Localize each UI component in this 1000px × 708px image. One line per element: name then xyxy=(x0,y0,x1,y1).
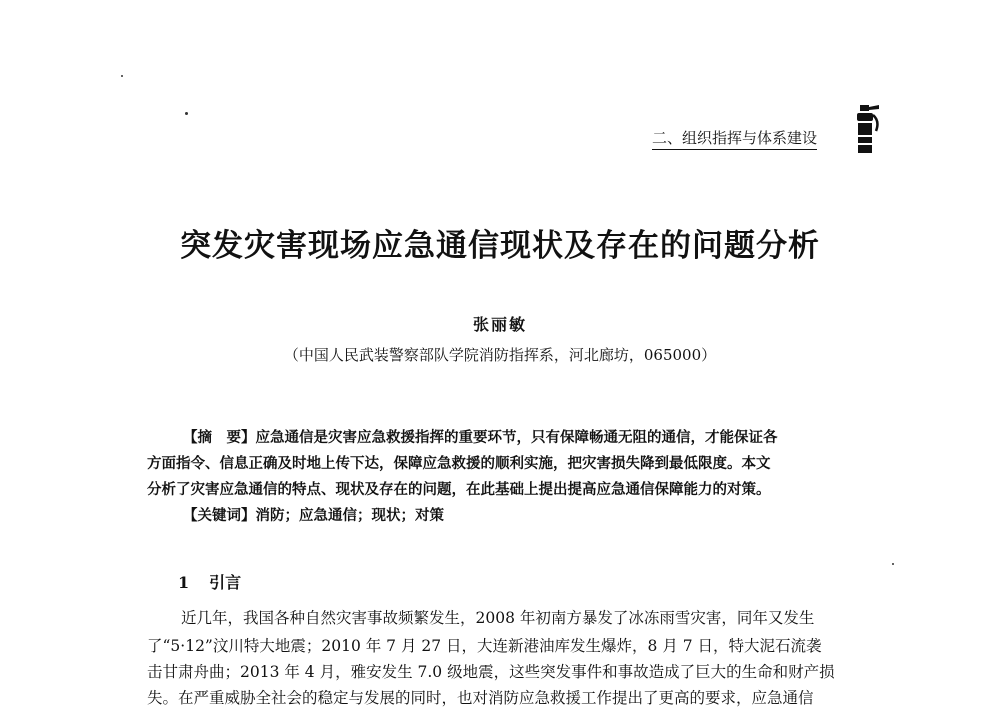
keywords-label: 【关键词】 xyxy=(183,507,256,524)
section-title: 引言 xyxy=(209,573,242,592)
scan-speck xyxy=(121,75,123,77)
fire-extinguisher-logo-icon xyxy=(852,103,882,155)
section-heading xyxy=(178,570,241,593)
abstract-line-2: 方面指令、信息正确及时地上传下达，保障应急救援的顺利实施，把灾害损失降到最低限度。本文 xyxy=(147,455,771,472)
author-name: 张丽敏 xyxy=(472,315,527,334)
running-header: 二、组织指挥与体系建设 xyxy=(652,127,817,150)
scan-speck xyxy=(892,563,894,565)
keywords-line xyxy=(183,504,444,525)
body-line-3: 击甘肃舟曲；2013 年 4 月，雅安发生 7.0 级地震，这些突发事件和事故造成了巨大的生命和财产损 xyxy=(147,663,835,681)
paper-title: 突发灾害现场应急通信现状及存在的问题分析 xyxy=(180,228,820,264)
scan-speck xyxy=(185,112,188,115)
body-line-4: 失。在严重威胁全社会的稳定与发展的同时，也对消防应急救援工作提出了更高的要求，应急通信 xyxy=(147,689,814,707)
author-affiliation: （中国人民武装警察部队学院消防指挥系，河北廊坊，065000） xyxy=(283,346,717,364)
section-number: 1 xyxy=(178,573,190,592)
abstract-line-3: 分析了灾害应急通信的特点、现状及存在的问题，在此基础上提出提高应急通信保障能力的对策。 xyxy=(147,481,771,498)
abstract-label: 【摘 要】 xyxy=(183,429,256,446)
abstract-line-1 xyxy=(183,426,778,447)
abstract-text-1: 应急通信是灾害应急救援指挥的重要环节，只有保障畅通无阻的通信，才能保证各 xyxy=(255,429,778,446)
body-line-1: 近几年，我国各种自然灾害事故频繁发生，2008 年初南方暴发了冰冻雨雪灾害，同年又发生 xyxy=(181,609,815,627)
keywords-text: 消防；应急通信；现状；对策 xyxy=(255,507,444,524)
body-line-2: 了“5·12”汶川特大地震；2010 年 7 月 27 日，大连新港油库发生爆炸，8 月 7 日，特大泥石流袭 xyxy=(147,637,822,655)
